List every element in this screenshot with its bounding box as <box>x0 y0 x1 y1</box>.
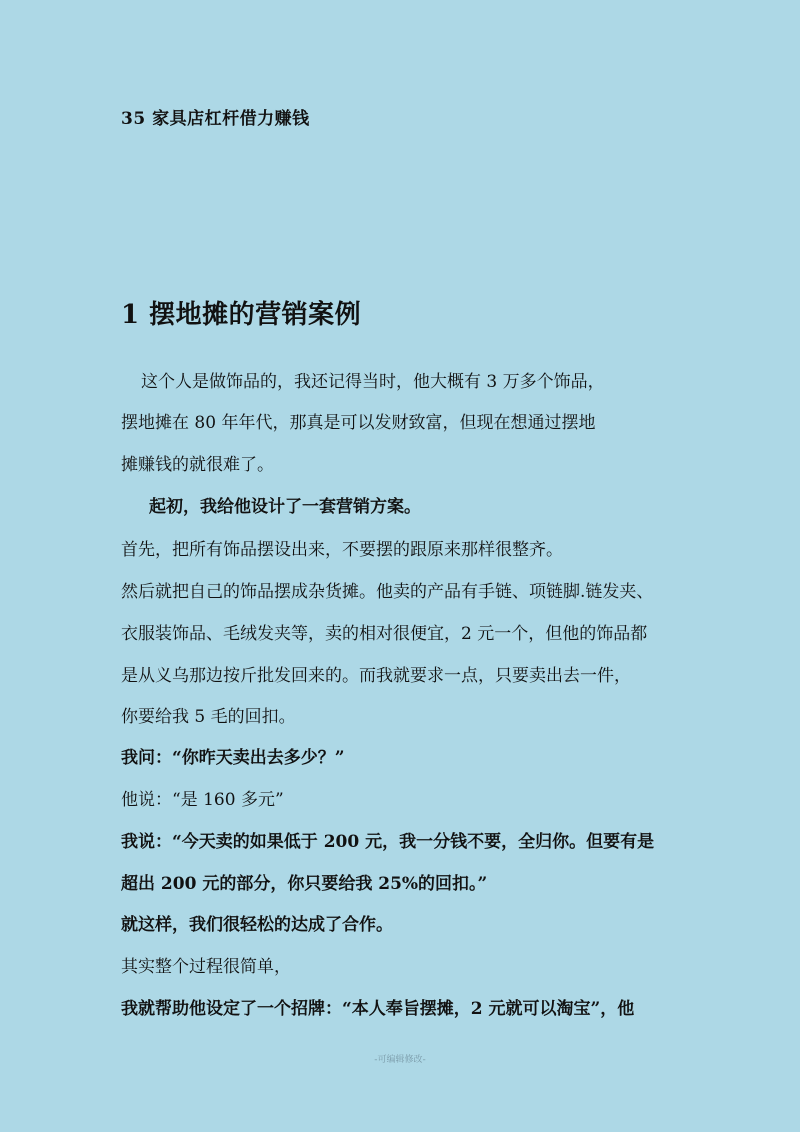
body-line: 起初，我给他设计了一套营销方案。 <box>149 497 421 517</box>
body-line: 摊赚钱的就很难了。 <box>121 455 274 475</box>
body-line: 其实整个过程很简单， <box>121 957 291 977</box>
footer-note: -可编辑修改- <box>374 1055 426 1065</box>
body-line: 然后就把自己的饰品摆成杂货摊。他卖的产品有手链、项链脚.链发夹、 <box>121 582 654 602</box>
body-line: 是从义乌那边按斤批发回来的。而我就要求一点，只要卖出去一件， <box>121 666 631 686</box>
body-line: 我问：“你昨天卖出去多少？” <box>121 748 345 768</box>
body-line: 首先，把所有饰品摆设出来，不要摆的跟原来那样很整齐。 <box>121 540 563 560</box>
body-line: 摆地摊在 80 年年代，那真是可以发财致富，但现在想通过摆地 <box>121 413 596 433</box>
body-line: 就这样，我们很轻松的达成了合作。 <box>121 915 393 935</box>
chapter-title: 35 家具店杠杆借力赚钱 <box>121 109 310 129</box>
body-line: 你要给我 5 毛的回扣。 <box>121 707 296 727</box>
body-line: 这个人是做饰品的，我还记得当时，他大概有 3 万多个饰品， <box>141 372 605 392</box>
body-line: 超出 200 元的部分，你只要给我 25%的回扣。” <box>121 874 488 894</box>
body-line: 衣服装饰品、毛绒发夹等，卖的相对很便宜，2 元一个，但他的饰品都 <box>121 624 648 644</box>
body-line: 我说：“今天卖的如果低于 200 元，我一分钱不要，全归你。但要有是 <box>121 832 655 852</box>
section-heading: 1 摆地摊的营销案例 <box>121 300 362 330</box>
body-line: 他说：“是 160 多元” <box>121 790 284 810</box>
body-line: 我就帮助他设定了一个招牌：“本人奉旨摆摊，2 元就可以淘宝”，他 <box>121 999 635 1019</box>
